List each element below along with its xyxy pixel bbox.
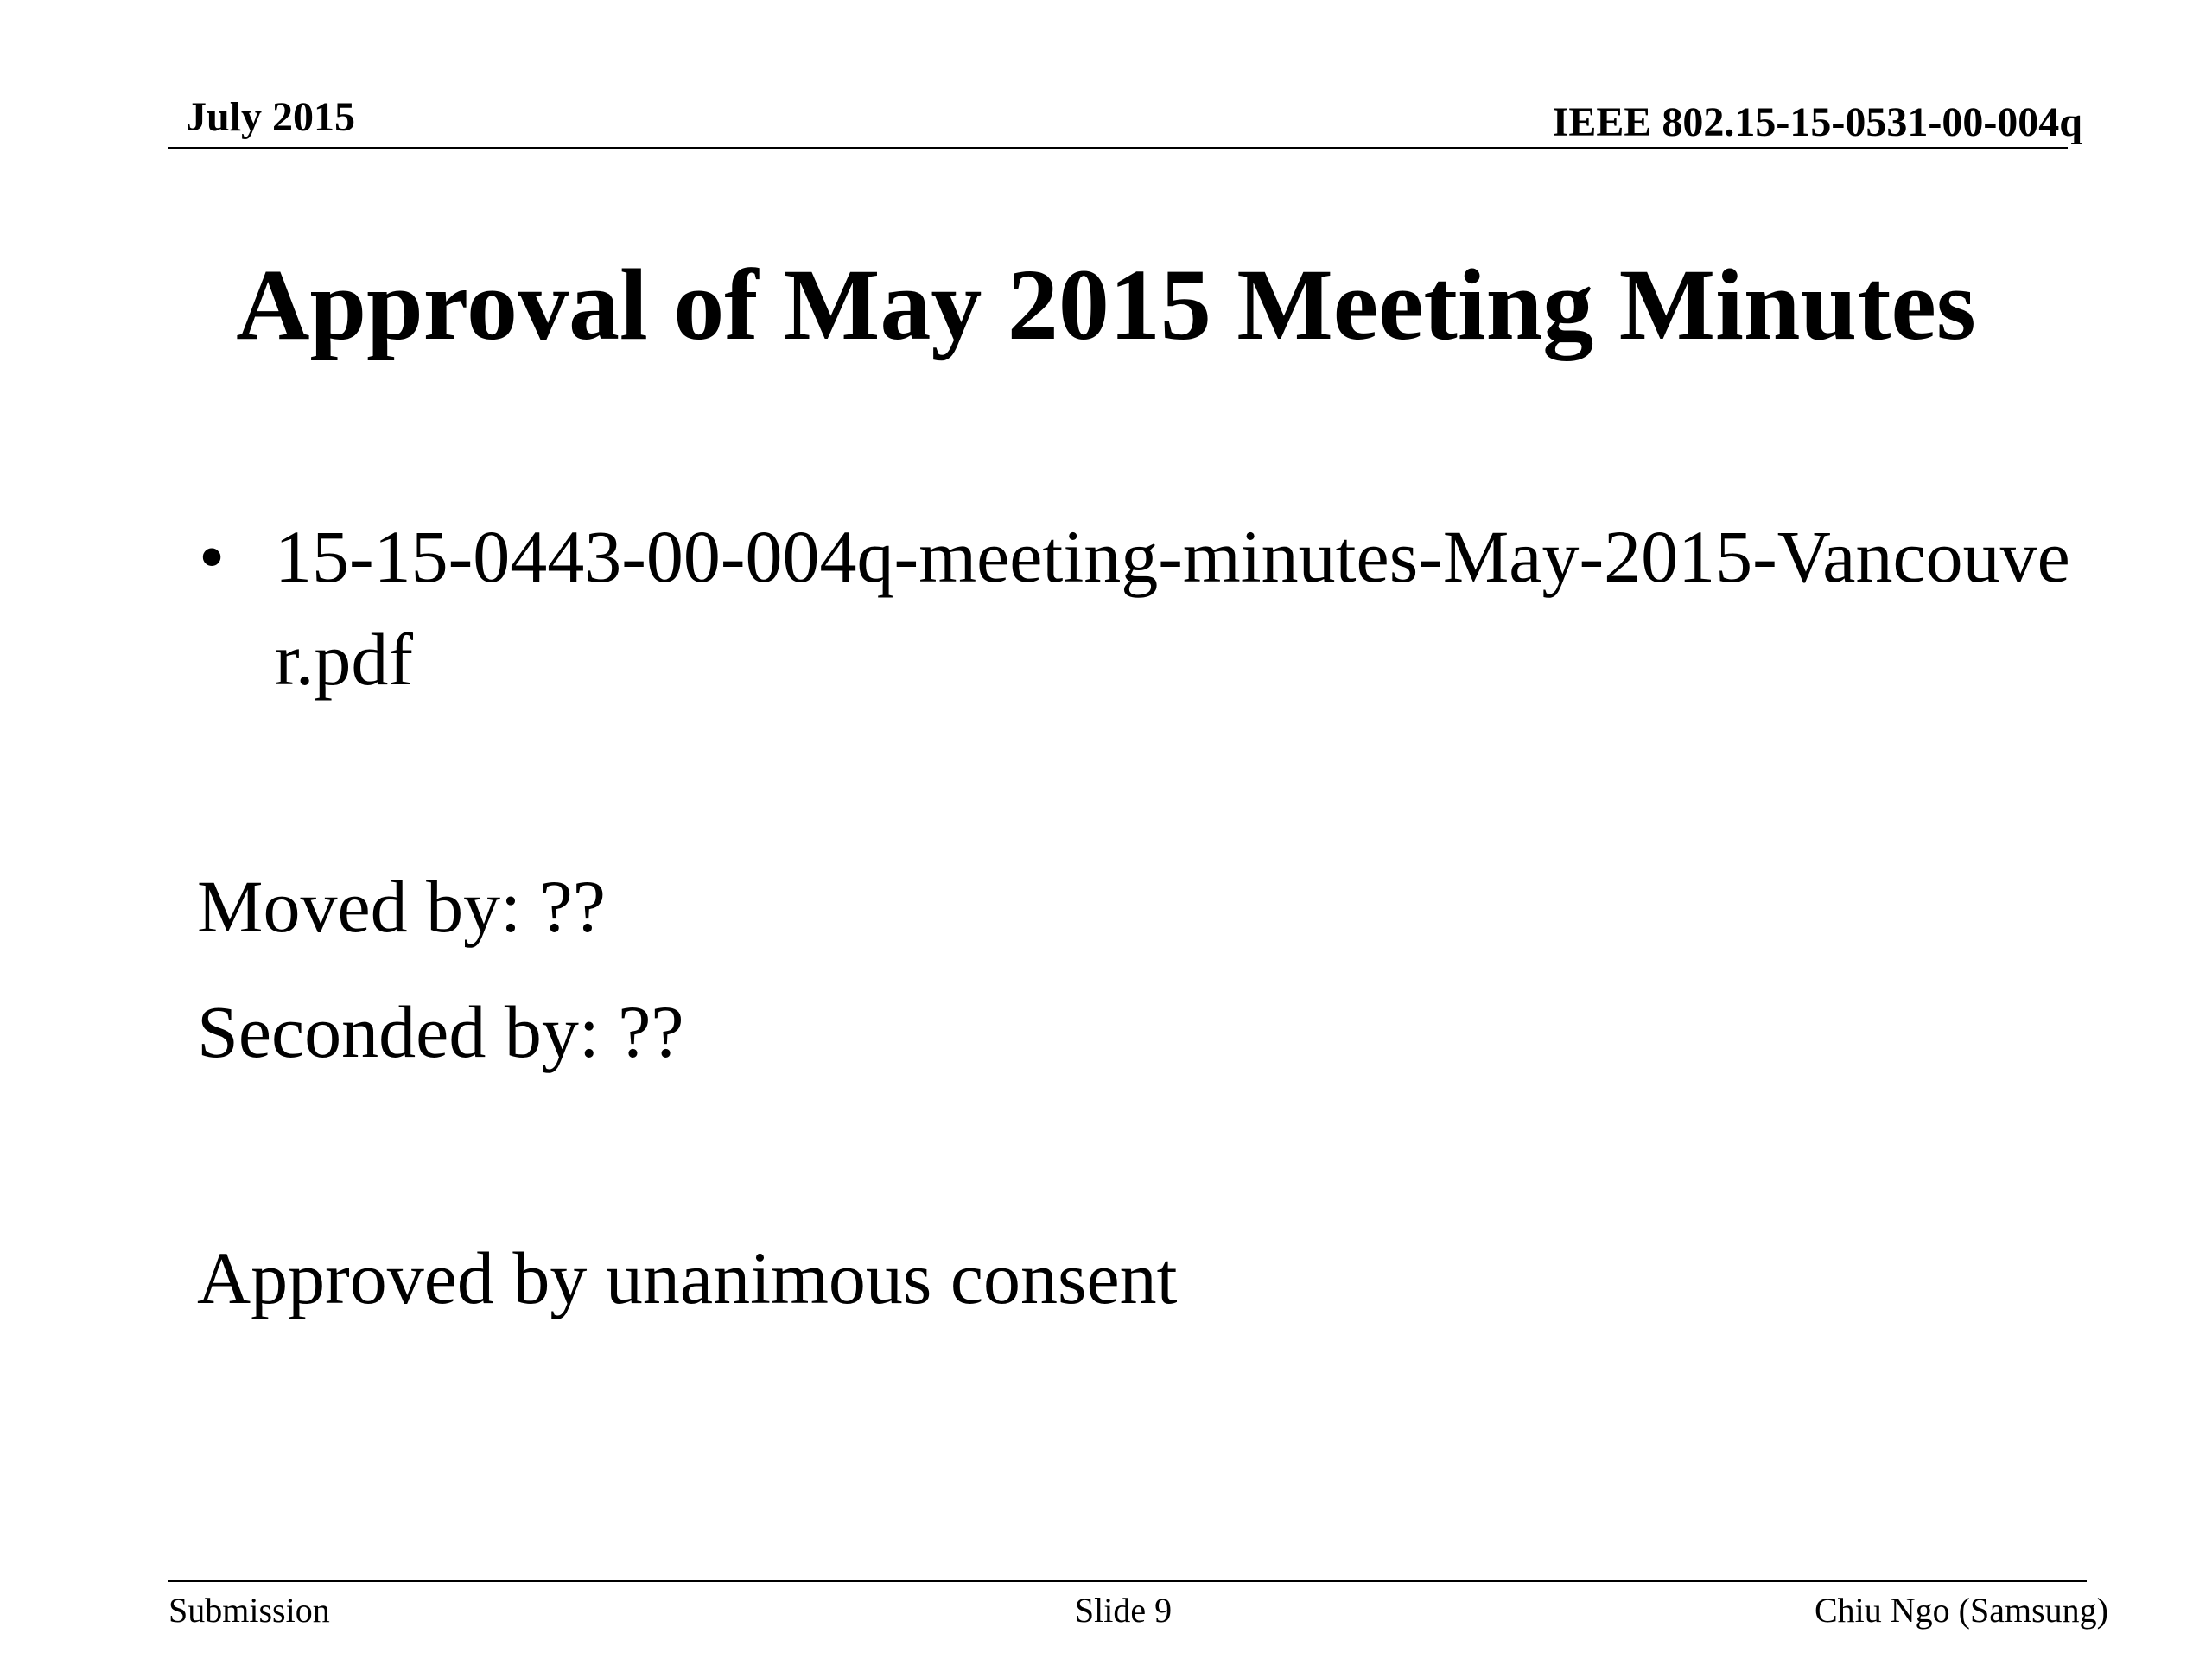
header-document-id: IEEE 802.15-15-0531-00-004q bbox=[1552, 99, 2082, 145]
footer-slide-number: Slide 9 bbox=[1074, 1591, 1173, 1630]
approval-line: Approved by unanimous consent bbox=[197, 1236, 1178, 1319]
bullet-icon: • bbox=[199, 515, 226, 598]
bullet-list bbox=[199, 505, 2082, 710]
bullet-text: 15-15-0443-00-004q-meeting-minutes-May-2015-Vancouver.pdf bbox=[275, 515, 2070, 701]
seconded-by-line: Seconded by: ?? bbox=[197, 990, 684, 1073]
moved-by-line: Moved by: ?? bbox=[197, 865, 606, 948]
footer-rule bbox=[168, 1580, 2087, 1582]
header-rule bbox=[168, 147, 2068, 149]
list-item bbox=[199, 505, 2082, 710]
footer-submission: Submission bbox=[168, 1591, 330, 1630]
header-date: July 2015 bbox=[186, 94, 356, 140]
footer-author: Chiu Ngo (Samsung) bbox=[1815, 1591, 2108, 1630]
slide-title: Approval of May 2015 Meeting Minutes bbox=[236, 248, 1976, 361]
